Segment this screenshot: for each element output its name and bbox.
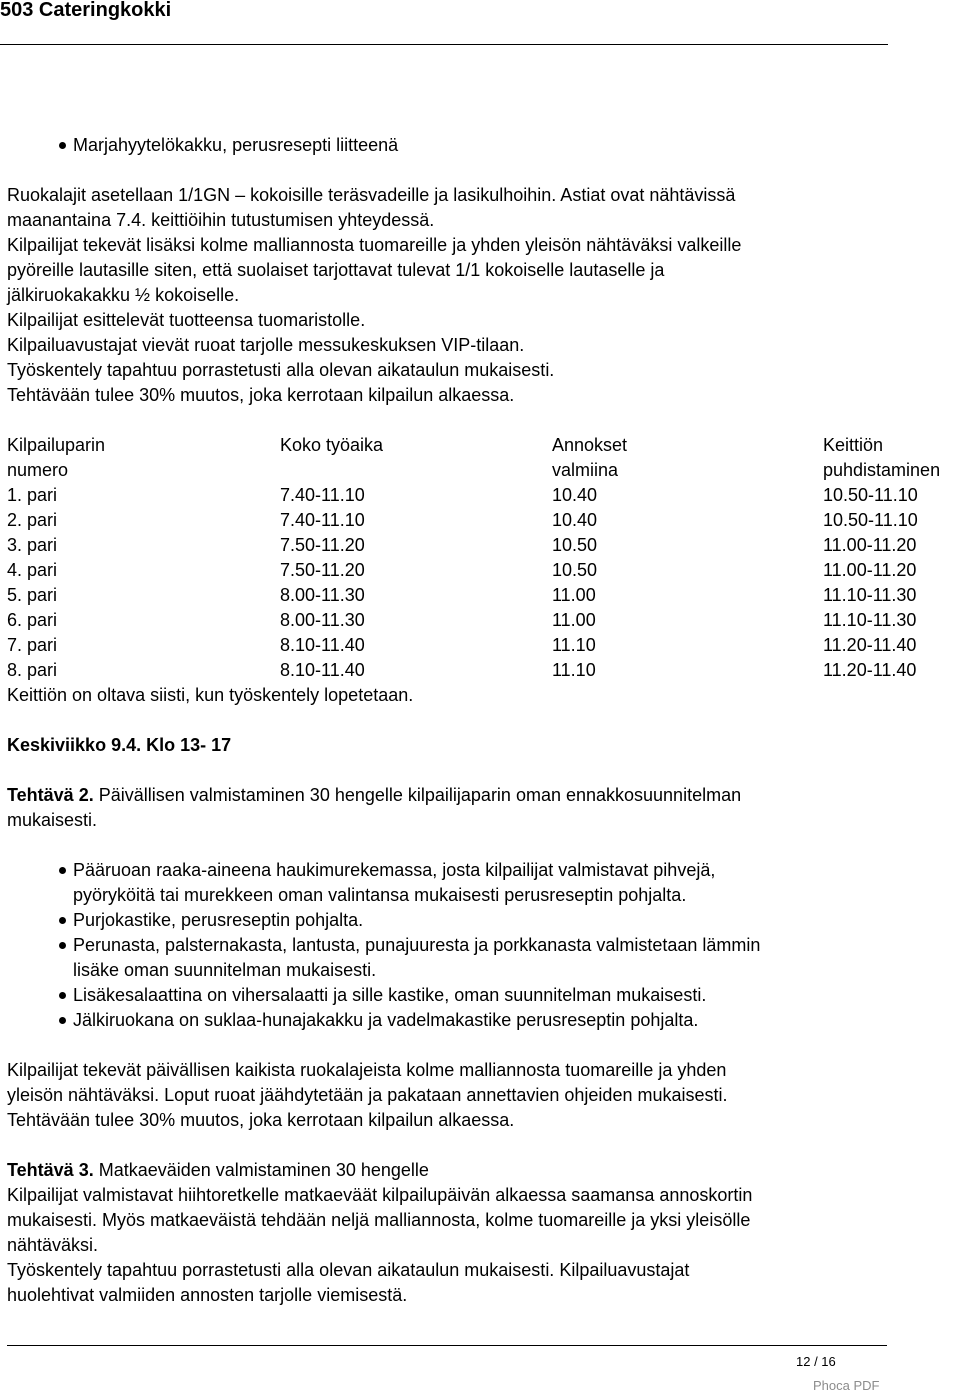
list-item: Lisäkesalaattina on vihersalaatti ja sille kastike, oman suunnitelman mukaisesti. bbox=[7, 983, 952, 1008]
bullet-list-task2 bbox=[7, 858, 952, 1033]
list-item: Marjahyytelökakku, perusresepti liitteenä bbox=[7, 133, 952, 158]
table-cell: 7. pari bbox=[7, 635, 58, 655]
table-cell: 7.40-11.10 bbox=[280, 485, 365, 505]
table-row bbox=[7, 483, 960, 508]
paragraph: Ruokalajit asetellaan 1/1GN – kokoisille teräsvadeille ja lasikulhoihin. Astiat ovat nähtävissä maanantaina 7.4. keittiöihin tutustumisen yhteydessä. Kilpailijat tekevät lisäksi kolme malliannosta tuomareille ja yhden yleisön nähtäväksi valkeille pyöreille lautasille siten, että suolaiset tarjottavat tulevat 1/1 kokoiselle lautaselle ja jälkiruokakakku ½ kokoiselle. Kilpailijat esittelevät tuotteensa tuomaristolle. Kilpailuavustajat vievät ruoat tarjolle messukeskuksen VIP-tilaan. Työskentely tapahtuu porrastetusti alla olevan aikataulun mukaisesti. Tehtävään tulee 30% muutos, joka kerrotaan kilpailun alkaessa. bbox=[7, 185, 742, 405]
table-cell: 2. pari bbox=[7, 510, 58, 530]
table-row bbox=[7, 508, 960, 533]
table-row bbox=[7, 533, 960, 558]
table-cell: 3. pari bbox=[7, 535, 58, 555]
footer-divider bbox=[7, 1345, 887, 1346]
section-heading: Keskiviikko 9.4. Klo 13- 17 bbox=[7, 735, 232, 755]
table-header-cell: Kilpailuparin numero bbox=[7, 435, 106, 480]
table-cell: 11.10 bbox=[552, 635, 596, 655]
table-row bbox=[7, 633, 960, 658]
table-cell: 11.00-11.20 bbox=[823, 535, 917, 555]
list-item: Jälkiruokana on suklaa-hunajakakku ja vadelmakastike perusreseptin pohjalta. bbox=[7, 1008, 952, 1033]
document-body bbox=[7, 133, 952, 1308]
table-row bbox=[7, 608, 960, 633]
table-cell: 10.50-11.10 bbox=[823, 485, 918, 505]
table-cell: 8. pari bbox=[7, 660, 58, 680]
table-header-cell: Annokset valmiina bbox=[552, 435, 628, 480]
table-header-cell: Keittiön puhdistaminen bbox=[823, 435, 941, 480]
table-cell: 7.40-11.10 bbox=[280, 510, 365, 530]
page-number: 12 / 16 bbox=[796, 1354, 836, 1369]
list-item: Purjokastike, perusreseptin pohjalta. bbox=[7, 908, 952, 933]
list-item: Pääruoan raaka-aineena haukimurekemassa, josta kilpailijat valmistavat pihvejä, pyöryköitä tai murekkeen oman valintansa mukaisesti perusreseptin pohjalta. bbox=[7, 858, 952, 908]
table-cell: 6. pari bbox=[7, 610, 58, 630]
table-cell: 10.40 bbox=[552, 510, 598, 530]
header-divider bbox=[0, 44, 888, 45]
table-row bbox=[7, 558, 960, 583]
table-cell: 11.20-11.40 bbox=[823, 660, 917, 680]
table-cell: 10.40 bbox=[552, 485, 598, 505]
footer-brand-link[interactable]: Phoca PDF bbox=[813, 1378, 880, 1393]
table-cell: 11.10-11.30 bbox=[823, 585, 917, 605]
schedule-table bbox=[7, 433, 960, 683]
table-cell: 11.10 bbox=[552, 660, 596, 680]
table-cell: 10.50-11.10 bbox=[823, 510, 918, 530]
table-header-row bbox=[7, 433, 960, 483]
table-cell: 10.50 bbox=[552, 535, 598, 555]
table-header-cell: Koko työaika bbox=[280, 435, 384, 455]
table-cell: 11.10-11.30 bbox=[823, 610, 917, 630]
bullet-list-intro bbox=[7, 133, 952, 158]
table-cell: 4. pari bbox=[7, 560, 58, 580]
table-cell: 11.00 bbox=[552, 585, 596, 605]
task-label: Tehtävä 3. bbox=[7, 1160, 94, 1180]
table-cell: 11.20-11.40 bbox=[823, 635, 917, 655]
table-cell: 8.10-11.40 bbox=[280, 635, 365, 655]
paragraph: Keittiön on oltava siisti, kun työskentely lopetetaan. bbox=[7, 685, 414, 705]
list-item: Perunasta, palsternakasta, lantusta, punajuuresta ja porkkanasta valmistetaan lämmin lisäke oman suunnitelman mukaisesti. bbox=[7, 933, 952, 983]
table-row bbox=[7, 658, 960, 683]
table-cell: 8.10-11.40 bbox=[280, 660, 365, 680]
table-cell: 7.50-11.20 bbox=[280, 535, 365, 555]
table-cell: 11.00-11.20 bbox=[823, 560, 917, 580]
task-3-section: Tehtävä 3. Matkaeväiden valmistaminen 30 hengelle Kilpailijat valmistavat hiihtoretkelle matkaeväät kilpailupäivän alkaessa saamansa annoskortin mukaisesti. Myös matkaeväistä tehdään neljä malliannosta, kolme tuomareille ja yksi yleisölle nähtäväksi. Työskentely tapahtuu porrastetusti alla olevan aikataulun mukaisesti. Kilpailuavustajat huolehtivat valmiiden annosten tarjolle viemisestä. bbox=[7, 1160, 753, 1305]
paragraph: Kilpailijat tekevät päivällisen kaikista ruokalajeista kolme malliannosta tuomareille ja yhden yleisön nähtäväksi. Loput ruoat jäähdytetään ja pakataan annettavien ohjeiden mukaisesti. Tehtävään tulee 30% muutos, joka kerrotaan kilpailun alkaessa. bbox=[7, 1060, 728, 1130]
task-label: Tehtävä 2. bbox=[7, 785, 94, 805]
task-2-heading: Tehtävä 2. Päivällisen valmistaminen 30 hengelle kilpailijaparin oman ennakkosuunnitelman mukaisesti. bbox=[7, 785, 742, 830]
table-cell: 10.50 bbox=[552, 560, 598, 580]
table-cell: 7.50-11.20 bbox=[280, 560, 365, 580]
table-cell: 8.00-11.30 bbox=[280, 610, 365, 630]
table-cell: 11.00 bbox=[552, 610, 596, 630]
table-cell: 8.00-11.30 bbox=[280, 585, 365, 605]
table-cell: 1. pari bbox=[7, 485, 58, 505]
table-cell: 5. pari bbox=[7, 585, 58, 605]
table-row bbox=[7, 583, 960, 608]
page-title: 503 Cateringkokki bbox=[0, 0, 172, 21]
